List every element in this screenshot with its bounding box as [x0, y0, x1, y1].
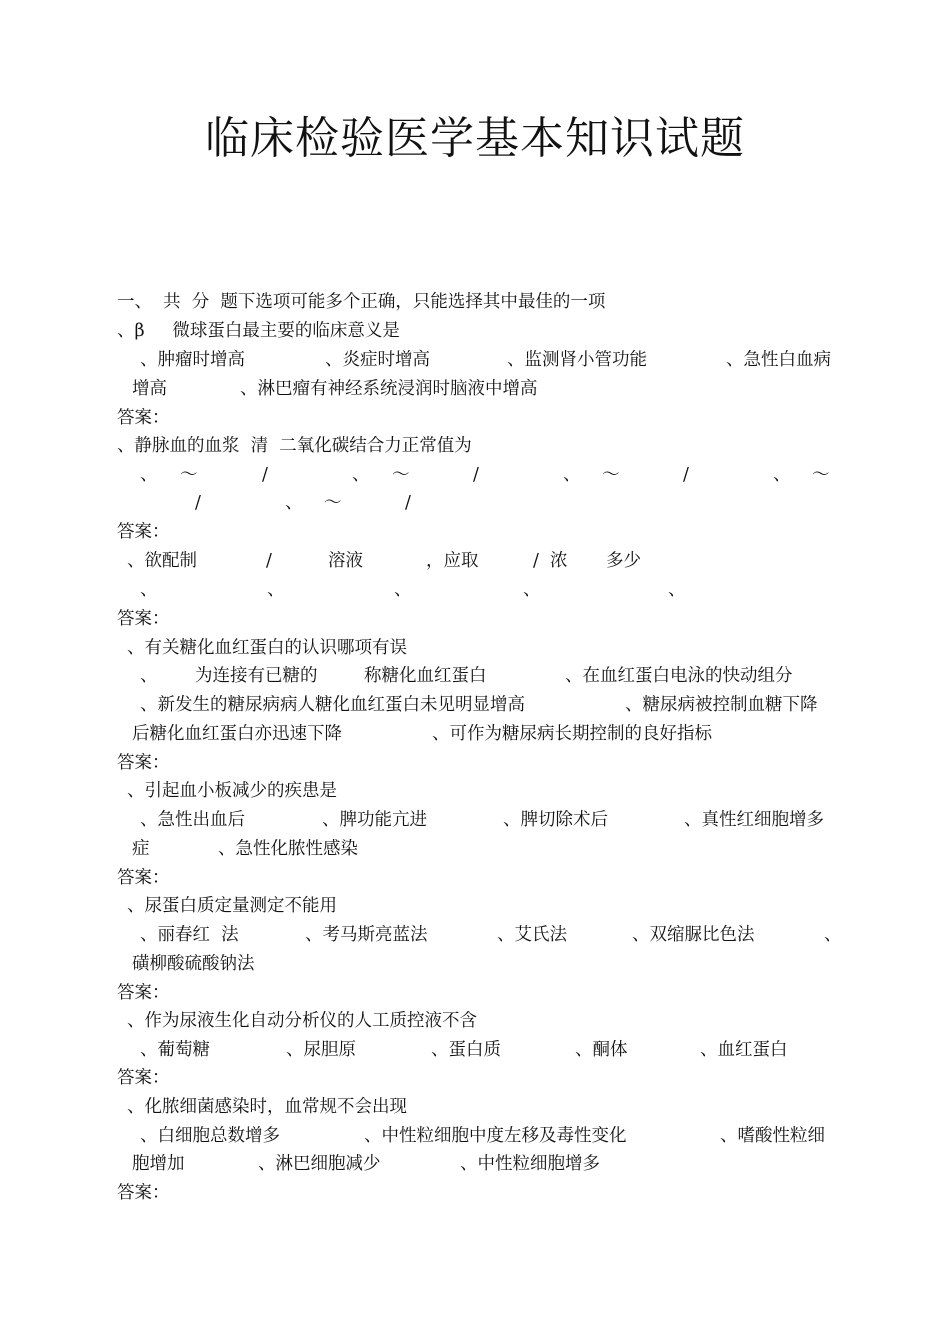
- q3-option-e-mark: 、: [668, 580, 686, 600]
- q7-option-b: 、尿胆原: [286, 1040, 356, 1060]
- q1-option-e: 、淋巴瘤有神经系统浸润时脑液中增高: [240, 379, 538, 399]
- q3-option-d-mark: 、: [523, 580, 541, 600]
- q7-option-a: 、葡萄糖: [140, 1040, 210, 1060]
- q4-option-c: 、新发生的糖尿病病人糖化血红蛋白未见明显增高: [140, 695, 525, 715]
- question-3-stem: [0, 549, 950, 573]
- q2-option-d-slash: /: [195, 493, 201, 513]
- answer-label: 答案：: [117, 868, 170, 888]
- q6-option-e: 磺柳酸硫酸钠法: [132, 954, 255, 974]
- question-6-stem: 、尿蛋白质定量测定不能用: [127, 896, 337, 916]
- question-8-options-row2: [0, 1152, 950, 1176]
- q3-stem-part3: 溶液: [328, 551, 363, 571]
- q8-option-c-cont: 胞增加: [132, 1154, 185, 1174]
- question-4-options-row3: [0, 722, 950, 746]
- answer-label: 答案：: [117, 983, 170, 1003]
- q6-option-b: 、考马斯亮蓝法: [305, 925, 428, 945]
- question-7-options: [0, 1038, 950, 1062]
- question-3-options: [0, 578, 950, 602]
- q6-option-c: 、艾氏法: [497, 925, 567, 945]
- q3-stem-part5: / 浓: [533, 551, 568, 571]
- question-1-options-row1: [0, 348, 950, 372]
- q3-stem-part4: ，应取: [426, 551, 479, 571]
- q4-option-a-part1: 为连接有已糖的: [195, 666, 318, 686]
- answer-label: 答案：: [117, 522, 170, 542]
- question-2-stem: 、静脉血的血浆 清 二氧化碳结合力正常值为: [117, 436, 472, 456]
- q4-option-d-cont: 后糖化血红蛋白亦迅速下降: [132, 724, 342, 744]
- q8-option-b: 、中性粒细胞中度左移及毒性变化: [364, 1126, 627, 1146]
- q8-option-d: 、淋巴细胞减少: [258, 1154, 381, 1174]
- q7-option-e: 、血红蛋白: [700, 1040, 788, 1060]
- answer-label: 答案：: [117, 753, 170, 773]
- q3-stem-part2: /: [266, 551, 272, 571]
- document-title: 临床检验医学基本知识试题: [205, 113, 745, 164]
- q7-option-c: 、蛋白质: [431, 1040, 501, 1060]
- q2-option-b-mark: 、: [352, 465, 370, 485]
- q7-option-d: 、酮体: [575, 1040, 628, 1060]
- question-7-stem: 、作为尿液生化自动分析仪的人工质控液不含: [127, 1011, 477, 1031]
- q1-option-b: 、炎症时增高: [325, 350, 430, 370]
- q4-option-d: 、糖尿病被控制血糖下降: [625, 695, 818, 715]
- q5-option-c: 、脾切除术后: [503, 810, 608, 830]
- q2-option-d-tilde: ～: [812, 465, 830, 485]
- q8-option-a: 、白细胞总数增多: [140, 1126, 280, 1146]
- answer-label: 答案：: [117, 1183, 170, 1203]
- q5-option-e: 、急性化脓性感染: [218, 839, 358, 859]
- answer-label: 答案：: [117, 408, 170, 428]
- q1-option-c: 、监测肾小管功能: [507, 350, 647, 370]
- question-5-options-row1: [0, 808, 950, 832]
- question-8-options-row1: [0, 1124, 950, 1148]
- q2-option-d-mark: 、: [773, 465, 791, 485]
- q2-option-e-slash: /: [405, 493, 411, 513]
- q3-option-c-mark: 、: [394, 580, 412, 600]
- question-8-stem: 、化脓细菌感染时，血常规不会出现: [127, 1097, 407, 1117]
- q2-option-e-tilde: ～: [324, 493, 342, 513]
- q3-stem-part6: 多少: [606, 551, 641, 571]
- q6-option-d: 、双缩脲比色法: [632, 925, 755, 945]
- q4-option-a-mark: 、: [140, 666, 158, 686]
- q8-option-e: 、中性粒细胞增多: [460, 1154, 600, 1174]
- question-1-options-row2: [0, 377, 950, 401]
- q2-option-a-mark: 、: [140, 465, 158, 485]
- q2-option-a-tilde: ～: [180, 465, 198, 485]
- question-4-stem: 、有关糖化血红蛋白的认识哪项有误: [127, 638, 407, 658]
- q2-option-c-mark: 、: [563, 465, 581, 485]
- q5-option-d: 、真性红细胞增多: [684, 810, 824, 830]
- q6-option-e-mark: 、: [824, 925, 842, 945]
- q1-option-d-cont: 增高: [132, 379, 167, 399]
- q8-option-c: 、嗜酸性粒细: [720, 1126, 825, 1146]
- q5-option-d-cont: 症: [132, 839, 150, 859]
- question-1-stem: 、β 微球蛋白最主要的临床意义是: [117, 321, 400, 341]
- section-header: 一、 共 分 题下选项可能多个正确，只能选择其中最佳的一项: [117, 292, 606, 312]
- question-2-options-row2: [0, 491, 950, 515]
- q4-option-a-part2: 称糖化血红蛋白: [364, 666, 487, 686]
- q2-option-c-slash: /: [683, 465, 689, 485]
- question-4-options-row2: [0, 693, 950, 717]
- question-6-options-row1: [0, 923, 950, 947]
- q3-option-b-mark: 、: [267, 580, 285, 600]
- q5-option-a: 、急性出血后: [140, 810, 245, 830]
- q2-option-b-slash: /: [473, 465, 479, 485]
- q3-option-a-mark: 、: [140, 580, 158, 600]
- question-5-options-row2: [0, 837, 950, 861]
- answer-label: 答案：: [117, 1068, 170, 1088]
- q6-option-a: 、丽春红 法: [140, 925, 239, 945]
- q2-option-b-tilde: ～: [392, 465, 410, 485]
- q3-stem-part1: 、欲配制: [127, 551, 197, 571]
- question-5-stem: 、引起血小板减少的疾患是: [127, 781, 337, 801]
- q2-option-a-slash: /: [262, 465, 268, 485]
- q1-option-d: 、急性白血病: [726, 350, 831, 370]
- q4-option-b: 、在血红蛋白电泳的快动组分: [565, 666, 793, 686]
- question-2-options-row1: [0, 463, 950, 487]
- q2-option-c-tilde: ～: [602, 465, 620, 485]
- question-4-options-row1: [0, 664, 950, 688]
- q4-option-e: 、可作为糖尿病长期控制的良好指标: [432, 724, 712, 744]
- q1-option-a: 、肿瘤时增高: [140, 350, 245, 370]
- answer-label: 答案：: [117, 609, 170, 629]
- q2-option-e-mark: 、: [285, 493, 303, 513]
- q5-option-b: 、脾功能亢进: [322, 810, 427, 830]
